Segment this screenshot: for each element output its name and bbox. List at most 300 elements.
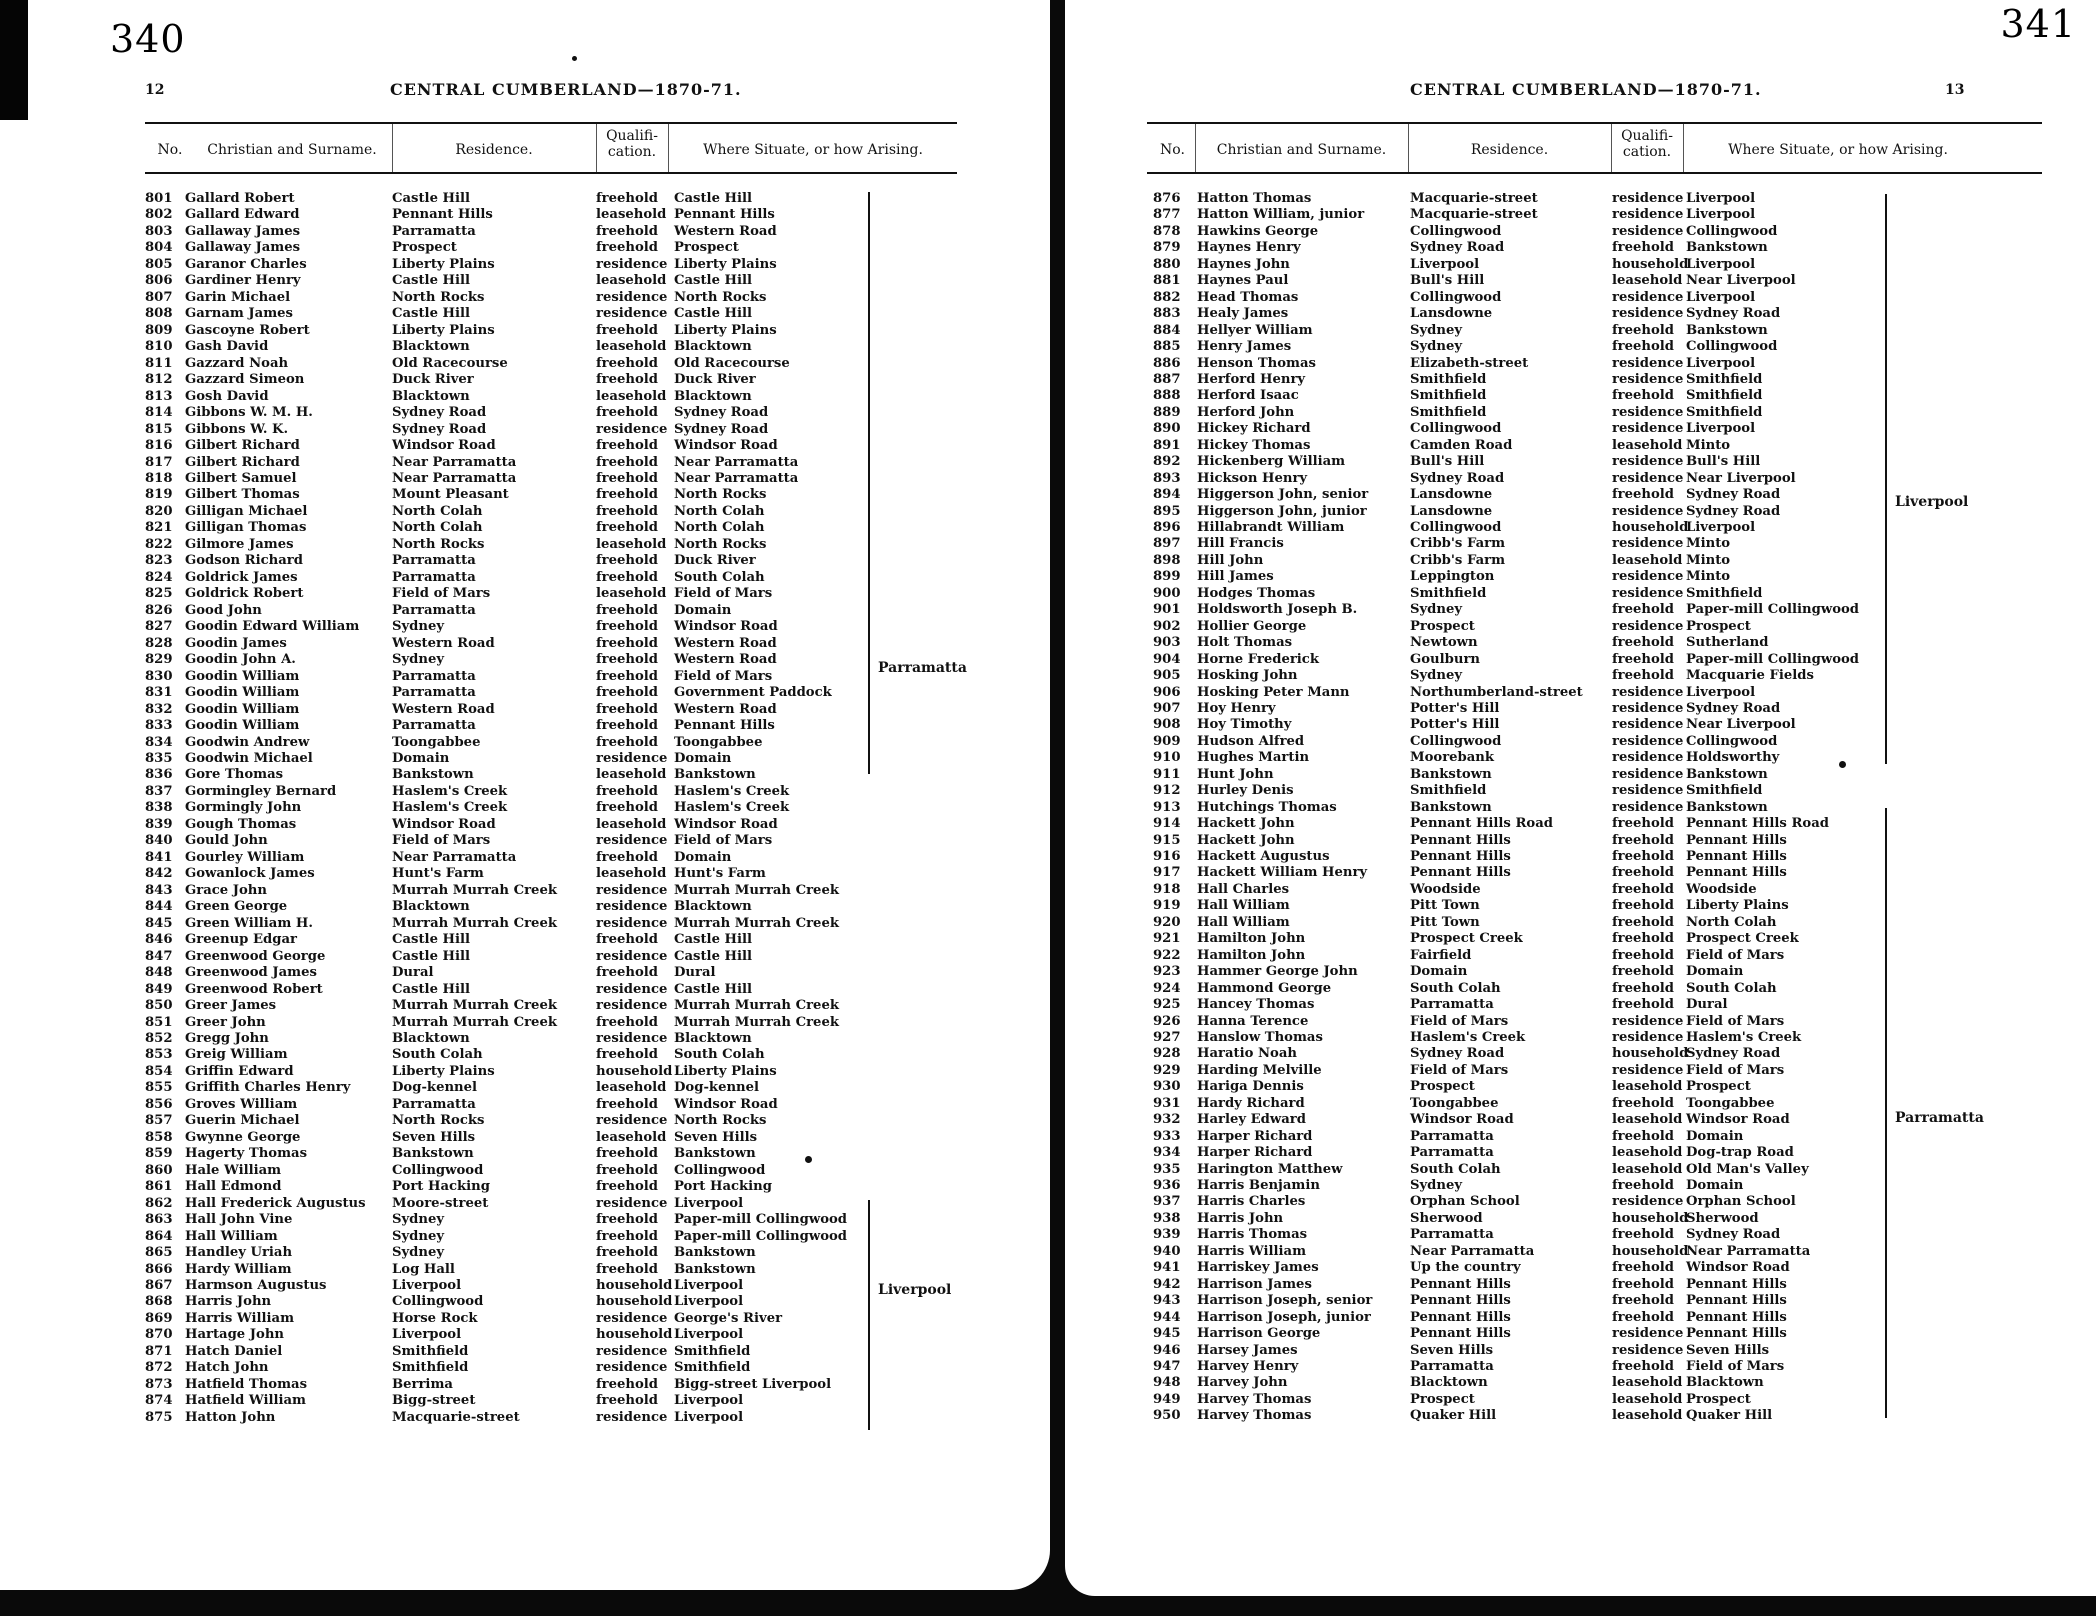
- qualification: residence: [1612, 618, 1684, 634]
- table-row: [0, 1196, 1000, 1213]
- voter-name: Harvey Henry: [1197, 1358, 1299, 1374]
- table-row: [0, 570, 1000, 587]
- table-row: [1065, 553, 2065, 570]
- entry-number: 890: [1153, 421, 1181, 437]
- residence: Haslem's Creek: [1410, 1029, 1526, 1045]
- where-situate: Liberty Plains: [674, 256, 777, 272]
- left-brace-label-liverpool: Liverpool: [878, 1282, 952, 1298]
- residence: Potter's Hill: [1410, 717, 1500, 733]
- table-row: [0, 356, 1000, 373]
- qualification: leasehold: [596, 339, 667, 355]
- qualification: leasehold: [1612, 1112, 1683, 1128]
- residence: Lansdowne: [1410, 503, 1493, 519]
- qualification: residence: [1612, 585, 1684, 601]
- residence: Parramatta: [392, 553, 476, 569]
- entry-number: 944: [1153, 1309, 1181, 1325]
- entry-number: 841: [145, 849, 173, 865]
- where-situate: Bankstown: [674, 1261, 756, 1277]
- voter-name: Hanna Terence: [1197, 1013, 1309, 1029]
- table-row: [0, 1360, 1000, 1377]
- where-situate: Murrah Murrah Creek: [674, 998, 839, 1014]
- table-row: [0, 273, 1000, 290]
- voter-name: Gallaway James: [185, 223, 301, 239]
- where-situate: Murrah Murrah Creek: [674, 915, 839, 931]
- voter-name: Hackett William Henry: [1197, 865, 1368, 881]
- where-situate: Paper-mill Collingwood: [1686, 651, 1860, 667]
- entry-number: 871: [145, 1343, 173, 1359]
- left-header-where: Where Situate, or how Arising.: [703, 142, 923, 158]
- voter-name: Haynes John: [1197, 256, 1290, 272]
- voter-name: Godson Richard: [185, 553, 303, 569]
- qualification: freehold: [596, 322, 659, 338]
- voter-name: Greenwood Robert: [185, 981, 323, 997]
- voter-name: Harriskey James: [1197, 1260, 1319, 1276]
- residence: North Colah: [392, 520, 483, 536]
- entry-number: 885: [1153, 339, 1181, 355]
- table-row: [0, 1113, 1000, 1130]
- where-situate: Near Parramatta: [1686, 1243, 1811, 1259]
- residence: Lansdowne: [1410, 306, 1493, 322]
- where-situate: Haslem's Creek: [1686, 1029, 1802, 1045]
- voter-name: Gosh David: [185, 388, 269, 404]
- where-situate: Windsor Road: [1686, 1112, 1790, 1128]
- residence: Sydney Road: [1410, 240, 1505, 256]
- right-header-residence: Residence.: [1470, 142, 1549, 158]
- qualification: residence: [596, 421, 668, 437]
- voter-name: Gibbons W. K.: [185, 421, 289, 437]
- voter-name: Gazzard Noah: [185, 355, 289, 371]
- where-situate: Minto: [1686, 552, 1731, 568]
- table-row: [1065, 652, 2065, 669]
- residence: Domain: [1410, 964, 1468, 980]
- residence: Smithfield: [1410, 585, 1487, 601]
- where-situate: Domain: [674, 750, 732, 766]
- table-row: [1065, 1194, 2065, 1211]
- entry-number: 851: [145, 1014, 173, 1030]
- residence: Log Hall: [392, 1261, 455, 1277]
- table-row: [0, 669, 1000, 686]
- table-row: [0, 619, 1000, 636]
- residence: Camden Road: [1410, 437, 1513, 453]
- where-situate: Bankstown: [1686, 766, 1768, 782]
- residence: Lansdowne: [1410, 487, 1493, 503]
- left-brace-parramatta: [868, 192, 878, 774]
- residence: Blacktown: [392, 1030, 470, 1046]
- entry-number: 900: [1153, 585, 1181, 601]
- table-row: [0, 916, 1000, 933]
- table-row: [0, 487, 1000, 504]
- where-situate: Minto: [1686, 437, 1731, 453]
- entry-number: 874: [145, 1393, 173, 1409]
- table-row: [0, 1229, 1000, 1246]
- where-situate: Port Hacking: [674, 1179, 772, 1195]
- table-row: [1065, 471, 2065, 488]
- entry-number: 929: [1153, 1062, 1181, 1078]
- left-folio: 12: [145, 82, 165, 98]
- left-header-top-rule: [145, 122, 957, 124]
- left-page: [0, 0, 1050, 1590]
- voter-name: Hosking John: [1197, 668, 1298, 684]
- table-row: [0, 1262, 1000, 1279]
- qualification: residence: [1612, 1326, 1684, 1342]
- table-row: [0, 1278, 1000, 1295]
- residence: Smithfield: [1410, 371, 1487, 387]
- table-row: [1065, 1277, 2065, 1294]
- entry-number: 888: [1153, 388, 1181, 404]
- residence: Parramatta: [1410, 997, 1494, 1013]
- table-row: [0, 455, 1000, 472]
- where-situate: Prospect: [1686, 1079, 1751, 1095]
- qualification: residence: [1612, 191, 1684, 206]
- table-row: [0, 422, 1000, 439]
- voter-name: Hill Francis: [1197, 536, 1284, 552]
- voter-name: Higgerson John, senior: [1197, 487, 1369, 503]
- voter-name: Goodin William: [185, 685, 300, 701]
- entry-number: 891: [1153, 437, 1181, 453]
- where-situate: Prospect: [1686, 1391, 1751, 1407]
- residence: Sydney: [392, 1228, 445, 1244]
- qualification: household: [1612, 1046, 1689, 1062]
- where-situate: Pennant Hills: [674, 718, 775, 734]
- entry-number: 807: [145, 289, 173, 305]
- table-row: [1065, 1359, 2065, 1376]
- where-situate: Smithfield: [1686, 388, 1763, 404]
- entry-number: 903: [1153, 635, 1181, 651]
- where-situate: Sydney Road: [1686, 1227, 1781, 1243]
- residence: Haslem's Creek: [392, 800, 508, 816]
- entry-number: 931: [1153, 1095, 1181, 1111]
- residence: Goulburn: [1410, 651, 1481, 667]
- voter-name: Hall Charles: [1197, 881, 1290, 897]
- voter-name: Hall William: [1197, 914, 1290, 930]
- table-row: [1065, 586, 2065, 603]
- voter-name: Gilbert Richard: [185, 454, 300, 470]
- table-row: [1065, 1310, 2065, 1327]
- voter-name: Greer James: [185, 998, 277, 1014]
- qualification: freehold: [1612, 964, 1675, 980]
- entry-number: 940: [1153, 1243, 1181, 1259]
- residence: Parramatta: [392, 685, 476, 701]
- qualification: residence: [596, 1113, 668, 1129]
- where-situate: Duck River: [674, 372, 756, 388]
- table-row: [0, 224, 1000, 241]
- voter-name: Hall Edmond: [185, 1179, 282, 1195]
- table-row: [0, 949, 1000, 966]
- where-situate: Near Parramatta: [674, 470, 799, 486]
- residence: Smithfield: [392, 1343, 469, 1359]
- qualification: residence: [596, 915, 668, 931]
- qualification: freehold: [1612, 947, 1675, 963]
- voter-name: Harley Edward: [1197, 1112, 1306, 1128]
- voter-name: Hawkins George: [1197, 223, 1319, 239]
- where-situate: Western Road: [674, 701, 777, 717]
- residence: Field of Mars: [392, 586, 491, 602]
- table-row: [1065, 767, 2065, 784]
- qualification: freehold: [1612, 816, 1675, 832]
- qualification: freehold: [596, 965, 659, 981]
- where-situate: George's River: [674, 1310, 783, 1326]
- qualification: freehold: [596, 240, 659, 256]
- where-situate: Seven Hills: [1686, 1342, 1770, 1358]
- qualification: freehold: [596, 1162, 659, 1178]
- right-brace-label-liverpool: Liverpool: [1895, 494, 1969, 510]
- qualification: freehold: [596, 1228, 659, 1244]
- table-row: [0, 652, 1000, 669]
- voter-name: Hanslow Thomas: [1197, 1029, 1323, 1045]
- entry-number: 898: [1153, 552, 1181, 568]
- voter-name: Garanor Charles: [185, 256, 307, 272]
- voter-name: Hill James: [1197, 569, 1274, 585]
- residence: Windsor Road: [392, 816, 496, 832]
- qualification: freehold: [596, 405, 659, 421]
- entry-number: 815: [145, 421, 173, 437]
- voter-name: Gilbert Richard: [185, 438, 300, 454]
- qualification: freehold: [596, 503, 659, 519]
- table-row: [1065, 1293, 2065, 1310]
- entry-number: 928: [1153, 1046, 1181, 1062]
- where-situate: Bankstown: [1686, 799, 1768, 815]
- table-row: [1065, 1227, 2065, 1244]
- where-situate: Pennant Hills: [1686, 1276, 1787, 1292]
- voter-name: Good John: [185, 602, 262, 618]
- residence: Pennant Hills: [1410, 1309, 1511, 1325]
- voter-name: Head Thomas: [1197, 289, 1299, 305]
- voter-name: Gwynne George: [185, 1129, 301, 1145]
- table-row: [1065, 816, 2065, 833]
- voter-name: Green William H.: [185, 915, 313, 931]
- table-row: [0, 784, 1000, 801]
- entry-number: 821: [145, 520, 173, 536]
- qualification: freehold: [596, 602, 659, 618]
- voter-name: Gibbons W. M. H.: [185, 405, 313, 421]
- entry-number: 801: [145, 191, 173, 206]
- voter-name: Gregg John: [185, 1030, 269, 1046]
- where-situate: Liverpool: [674, 1294, 744, 1310]
- entry-number: 863: [145, 1212, 173, 1228]
- table-row: [1065, 240, 2065, 257]
- where-situate: Government Paddock: [674, 685, 832, 701]
- where-situate: Pennant Hills: [1686, 832, 1787, 848]
- residence: Smithfield: [392, 1360, 469, 1376]
- entry-number: 939: [1153, 1227, 1181, 1243]
- right-header-top-rule: [1147, 122, 2042, 124]
- voter-name: Harington Matthew: [1197, 1161, 1343, 1177]
- voter-name: Harris John: [1197, 1210, 1284, 1226]
- table-row: [0, 1377, 1000, 1394]
- where-situate: South Colah: [674, 1047, 765, 1063]
- voter-name: Hillabrandt William: [1197, 520, 1345, 535]
- entry-number: 877: [1153, 207, 1181, 223]
- entry-number: 864: [145, 1228, 173, 1244]
- table-row: [0, 685, 1000, 702]
- entry-number: 926: [1153, 1013, 1181, 1029]
- voter-name: Hall William: [185, 1228, 278, 1244]
- where-situate: Paper-mill Collingwood: [674, 1228, 848, 1244]
- where-situate: Sherwood: [1686, 1210, 1759, 1226]
- table-row: [0, 1212, 1000, 1229]
- where-situate: Windsor Road: [674, 619, 778, 635]
- residence: Toongabbee: [1410, 1095, 1499, 1111]
- voter-name: Goodin William: [185, 668, 300, 684]
- qualification: freehold: [1612, 931, 1675, 947]
- entry-number: 941: [1153, 1260, 1181, 1276]
- qualification: freehold: [1612, 322, 1675, 338]
- qualification: freehold: [1612, 1309, 1675, 1325]
- residence: Sydney: [392, 652, 445, 668]
- entry-number: 806: [145, 273, 173, 289]
- qualification: freehold: [596, 355, 659, 371]
- qualification: household: [596, 1294, 673, 1310]
- table-row: [0, 339, 1000, 356]
- residence: Duck River: [392, 372, 474, 388]
- entry-number: 882: [1153, 289, 1181, 305]
- where-situate: Field of Mars: [674, 668, 773, 684]
- voter-name: Hickey Richard: [1197, 421, 1311, 437]
- voter-name: Goodin William: [185, 701, 300, 717]
- where-situate: Liverpool: [674, 1327, 744, 1343]
- table-row: [1065, 619, 2065, 636]
- qualification: freehold: [1612, 849, 1675, 864]
- where-situate: Field of Mars: [1686, 1358, 1785, 1374]
- where-situate: Pennant Hills: [674, 207, 775, 223]
- qualification: freehold: [1612, 898, 1675, 914]
- where-situate: Liverpool: [1686, 684, 1756, 700]
- residence: South Colah: [1410, 1161, 1501, 1177]
- qualification: freehold: [596, 1179, 659, 1195]
- entry-number: 913: [1153, 799, 1181, 815]
- where-situate: North Rocks: [674, 1113, 767, 1129]
- residence: North Rocks: [392, 289, 485, 305]
- entry-number: 873: [145, 1376, 173, 1392]
- qualification: leasehold: [596, 388, 667, 404]
- qualification: freehold: [1612, 635, 1675, 651]
- entry-number: 904: [1153, 651, 1181, 667]
- voter-name: Hatch Daniel: [185, 1343, 283, 1359]
- voter-name: Hall William: [1197, 898, 1290, 914]
- residence: Sydney: [1410, 668, 1463, 684]
- residence: Macquarie-street: [1410, 191, 1538, 206]
- where-situate: Collingwood: [674, 1162, 766, 1178]
- where-situate: North Rocks: [674, 289, 767, 305]
- entry-number: 838: [145, 800, 173, 816]
- voter-name: Higgerson John, junior: [1197, 503, 1367, 519]
- where-situate: Orphan School: [1686, 1194, 1796, 1210]
- qualification: residence: [1612, 1194, 1684, 1210]
- residence: North Colah: [392, 503, 483, 519]
- residence: Moorebank: [1410, 750, 1495, 766]
- voter-name: Hardy Richard: [1197, 1095, 1305, 1111]
- entry-number: 947: [1153, 1358, 1181, 1374]
- entry-number: 942: [1153, 1276, 1181, 1292]
- qualification: freehold: [596, 1393, 659, 1409]
- residence: Collingwood: [392, 1294, 484, 1310]
- where-situate: Near Liverpool: [1686, 470, 1796, 486]
- qualification: residence: [1612, 454, 1684, 470]
- table-row: [1065, 635, 2065, 652]
- where-situate: Hunt's Farm: [674, 866, 766, 882]
- qualification: leasehold: [1612, 1145, 1683, 1161]
- residence: Cribb's Farm: [1410, 552, 1506, 568]
- table-row: [1065, 1392, 2065, 1409]
- qualification: freehold: [1612, 881, 1675, 897]
- entry-number: 853: [145, 1047, 173, 1063]
- voter-name: Herford Isaac: [1197, 388, 1299, 404]
- table-row: [1065, 800, 2065, 817]
- voter-name: Hatch John: [185, 1360, 269, 1376]
- qualification: residence: [596, 289, 668, 305]
- entry-number: 897: [1153, 536, 1181, 552]
- residence: Parramatta: [1410, 1358, 1494, 1374]
- entry-number: 867: [145, 1278, 173, 1294]
- entry-number: 830: [145, 668, 173, 684]
- voter-name: Gilligan Thomas: [185, 520, 307, 536]
- table-row: [0, 257, 1000, 274]
- entry-number: 884: [1153, 322, 1181, 338]
- where-situate: Collingwood: [1686, 223, 1778, 239]
- table-row: [1065, 339, 2065, 356]
- qualification: residence: [1612, 306, 1684, 322]
- qualification: residence: [596, 1030, 668, 1046]
- voter-name: Hatfield Thomas: [185, 1376, 308, 1392]
- entry-number: 949: [1153, 1391, 1181, 1407]
- where-situate: Smithfield: [1686, 783, 1763, 799]
- qualification: residence: [1612, 503, 1684, 519]
- qualification: household: [1612, 256, 1689, 272]
- qualification: leasehold: [596, 1129, 667, 1145]
- residence: Old Racecourse: [392, 355, 508, 371]
- entry-number: 856: [145, 1096, 173, 1112]
- qualification: residence: [596, 1343, 668, 1359]
- residence: Collingwood: [1410, 289, 1502, 305]
- where-situate: Sydney Road: [674, 405, 769, 421]
- where-situate: Toongabbee: [1686, 1095, 1775, 1111]
- residence: Macquarie-street: [1410, 207, 1538, 223]
- residence: Prospect: [1410, 1391, 1475, 1407]
- right-page: [1065, 0, 2096, 1596]
- where-situate: Bankstown: [674, 1146, 756, 1162]
- table-row: [0, 553, 1000, 570]
- voter-name: Goldrick Robert: [185, 586, 304, 602]
- entry-number: 924: [1153, 980, 1181, 996]
- entry-number: 855: [145, 1080, 173, 1096]
- residence: Blacktown: [1410, 1375, 1488, 1391]
- where-situate: Murrah Murrah Creek: [674, 1014, 839, 1030]
- where-situate: Paper-mill Collingwood: [1686, 602, 1860, 618]
- entry-number: 866: [145, 1261, 173, 1277]
- where-situate: Pennant Hills: [1686, 865, 1787, 881]
- table-row: [1065, 306, 2065, 323]
- entry-number: 907: [1153, 700, 1181, 716]
- right-folio: 13: [1945, 82, 1965, 98]
- residence: Fairfield: [1410, 947, 1472, 963]
- qualification: residence: [596, 899, 668, 915]
- table-row: [1065, 1030, 2065, 1047]
- where-situate: Collingwood: [1686, 733, 1778, 749]
- residence: Haslem's Creek: [392, 783, 508, 799]
- qualification: leasehold: [1612, 1408, 1683, 1424]
- residence: Pitt Town: [1410, 914, 1480, 930]
- qualification: residence: [1612, 355, 1684, 371]
- residence: North Rocks: [392, 536, 485, 552]
- entry-number: 899: [1153, 569, 1181, 585]
- table-row: [1065, 1063, 2065, 1080]
- residence: Dog-kennel: [392, 1080, 478, 1096]
- qualification: leasehold: [596, 536, 667, 552]
- table-row: [1065, 257, 2065, 274]
- voter-name: Groves William: [185, 1096, 298, 1112]
- ink-speck: [805, 1156, 812, 1163]
- where-situate: Sydney Road: [1686, 700, 1781, 716]
